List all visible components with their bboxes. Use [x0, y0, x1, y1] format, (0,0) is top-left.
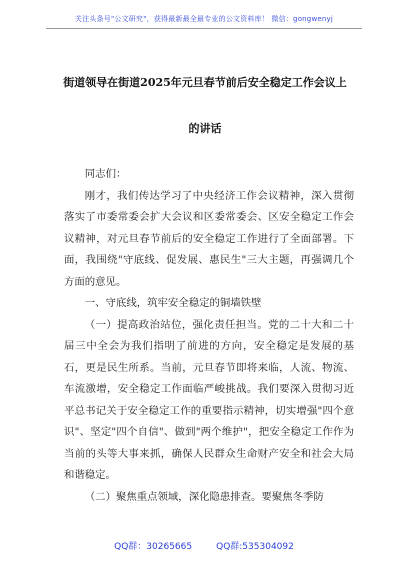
section-heading: 一、守底线，筑牢安全稳定的铜墙铁壁	[84, 297, 262, 309]
document-title-line-2: 的讲话	[188, 122, 222, 135]
footer-contact	[0, 539, 408, 552]
footer-qq-group-1: QQ群：30265665	[114, 542, 193, 552]
body-paragraph: （一）提高政治站位，强化责任担当。党的二十大和二十届三中全会为我们指明了前进的方向，安全稳定是发展的基石，更是民生所系。当前，元旦春节即将来临，人流、物流、车流激增，安全稳定工作面临严峻挑战。我们要深入贯彻习近平总书记关于安全稳定工作的重要指示精神，切实增强"四个意识"、坚定"四个自信"、做到"两个维护"，把安全稳定工作作为当前的头等大事来抓，确保人民群众生命财产安全和社会大局和谐稳定。	[64, 318, 354, 481]
body-paragraph: 刚才，我们传达学习了中央经济工作会议精神，深入贯彻落实了市委常委会扩大会议和区委常委会、区安全稳定工作会议精神，对元旦春节前后的安全稳定工作进行了全面部署。下面，我围绕"守底线、促发展、惠民生"三大主题，再强调几个方面的意见。	[64, 189, 354, 288]
header-banner: 关注头条号"公文研究"，获得最新最全最专业的公文资料库！ 微信：gongwenyj	[74, 15, 334, 23]
body-paragraph: （二）聚焦重点领域，深化隐患排查。要聚焦冬季防	[84, 490, 324, 503]
footer-qq-group-2: QQ群:535304092	[216, 542, 294, 552]
document-title-line-1: 街道领导在街道2025年元旦春节前后安全稳定工作会议上	[63, 76, 347, 89]
header-divider	[46, 28, 362, 29]
document-body	[64, 164, 354, 508]
salutation: 同志们：	[84, 168, 127, 180]
